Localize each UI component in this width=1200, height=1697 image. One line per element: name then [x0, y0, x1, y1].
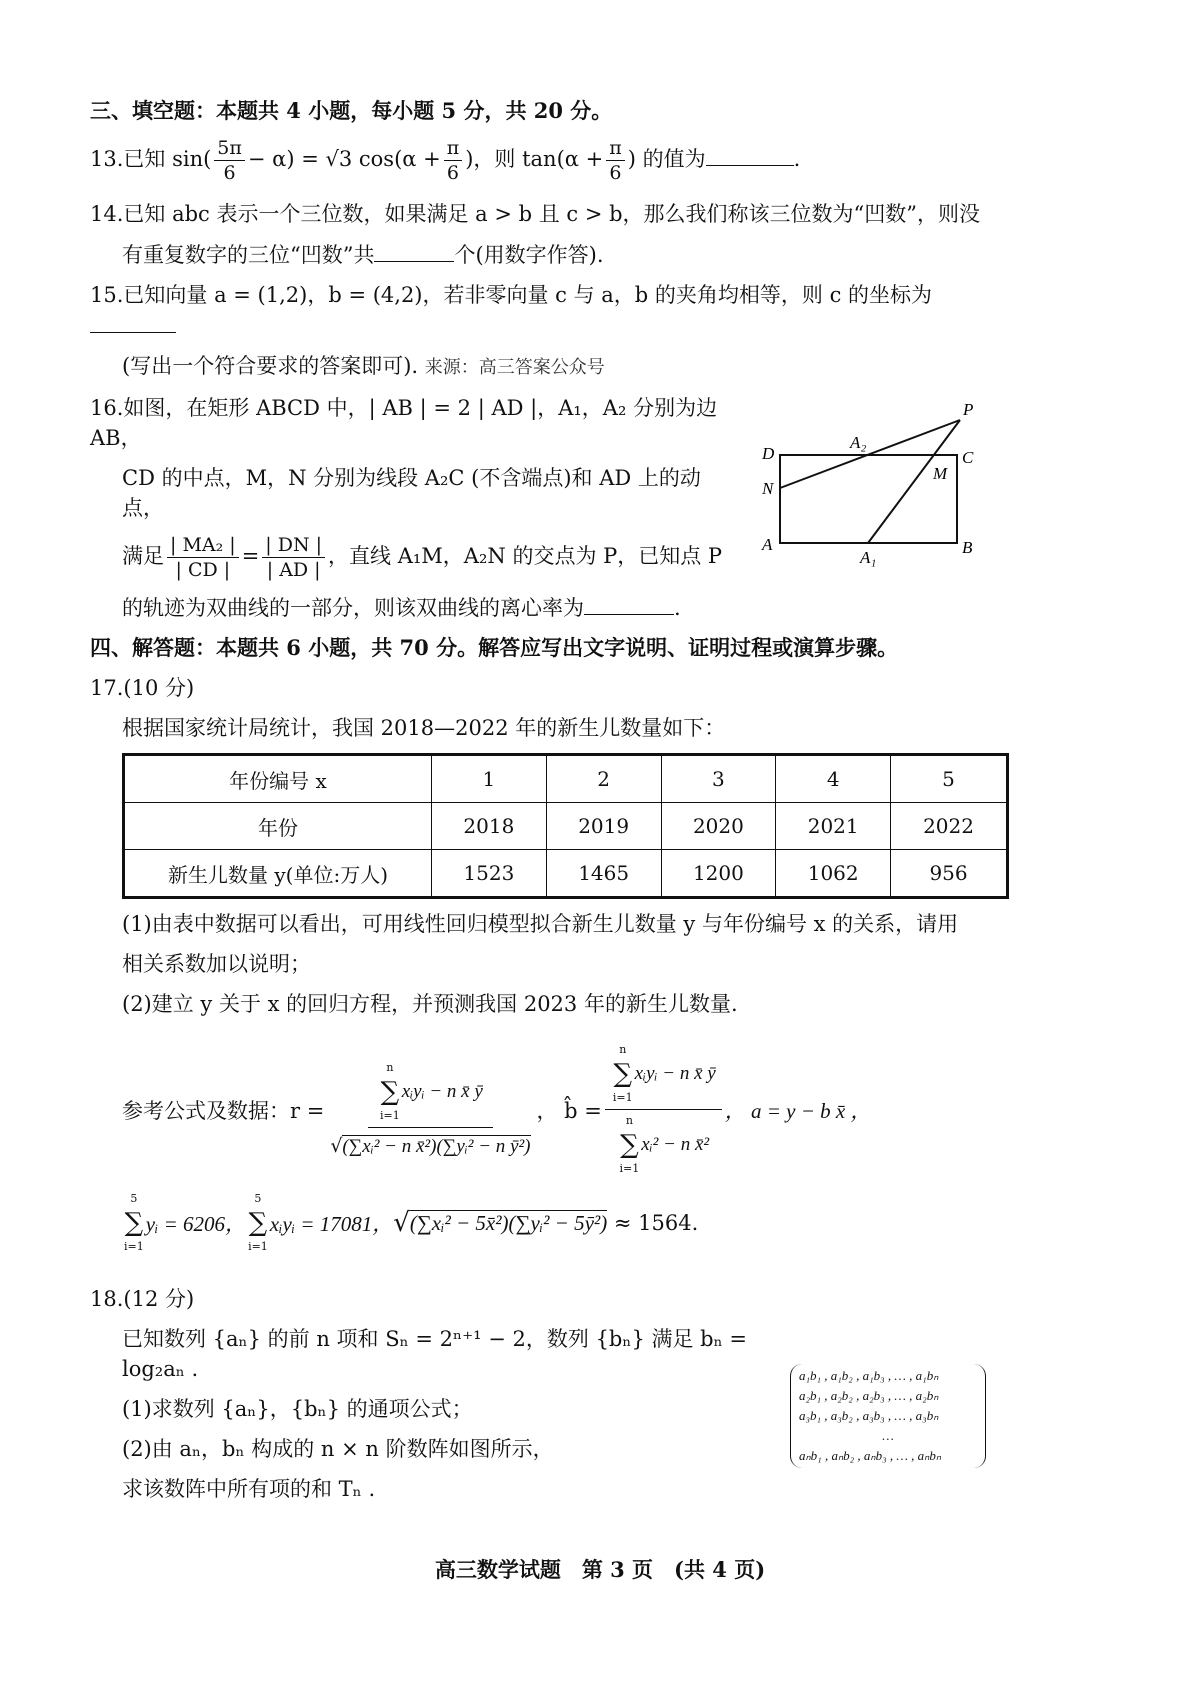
table-cell: 956 [891, 850, 1008, 898]
label-a: A [762, 535, 773, 554]
reference-formulas [122, 1043, 1010, 1176]
table-cell: 2018 [432, 803, 547, 850]
page-footer: 高三数学试题 第 3 页 (共 4 页) [434, 1557, 766, 1582]
question-18-part2: (2)由 aₙ，bₙ 构成的 n × n 阶数阵如图所示， [122, 1437, 554, 1461]
numerator: π [444, 136, 463, 161]
label-p: P [963, 400, 974, 419]
sum-symbol: n ∑ i=1 [619, 1114, 640, 1175]
births-table [122, 753, 1009, 899]
denominator: | AD | [266, 559, 321, 581]
label-d: D [762, 444, 775, 463]
number-matrix [790, 1364, 986, 1468]
denominator: 6 [609, 162, 622, 184]
fraction [606, 136, 625, 185]
numerator: 5π [214, 136, 245, 161]
sum-lower: i=1 [612, 1091, 633, 1104]
table-cell: 新生儿数量 y(单位:万人) [124, 850, 432, 898]
q15-text: (写出一个符合要求的答案即可). [122, 354, 419, 378]
fraction [167, 533, 239, 582]
q16-text: . [674, 596, 681, 620]
sum-symbol: n ∑ i=1 [612, 1043, 633, 1104]
question-16-line1: 16.如图，在矩形 ABCD 中，| AB | = 2 | AD |，A₁，A₂ 分别为边 AB， [90, 396, 718, 450]
table-cell: 2021 [776, 803, 891, 850]
table-cell: 2020 [661, 803, 776, 850]
sum-lower: i=1 [124, 1240, 144, 1253]
r-numerator: xᵢyᵢ − n x̄ ȳ [401, 1080, 483, 1102]
question-16 [90, 393, 1010, 633]
q14-text: 有重复数字的三位“凹数”共 [122, 243, 375, 267]
sqrt-value: ≈ 1564. [613, 1211, 699, 1235]
r-formula: n ∑ i=1 xᵢyᵢ − n x̄ ȳ √(∑xᵢ² − n x̄²)(∑yᵢ² − n ȳ²) [330, 1060, 531, 1157]
denominator: 6 [223, 162, 236, 184]
matrix-row: a₂b₁ , a₂b₂ , a₂b₃ , … , a₂bₙ [799, 1388, 939, 1403]
answer-blank[interactable] [584, 592, 674, 615]
reference-data: 5 ∑ i=1 yᵢ = 6206， 5 ∑ i=1 xᵢyᵢ = 17081， √ (∑xᵢ² − 5x̄²)(∑yᵢ² − 5ȳ²) ≈ 1564. [124, 1192, 699, 1253]
fraction [214, 136, 245, 185]
q16-text: 满足 [122, 544, 164, 568]
q14-text: 个(用数字作答). [454, 243, 604, 267]
question-18-text [90, 1324, 770, 1514]
q13-text: ) 的值为 [627, 147, 706, 171]
section-4-heading: 四、解答题：本题共 6 小题，共 70 分。解答应写出文字说明、证明过程或演算步骤。 [90, 635, 899, 660]
label-a1: A₁ [860, 548, 877, 567]
answer-blank[interactable] [90, 310, 176, 333]
question-15-line1 [90, 280, 1010, 341]
b-numerator: xᵢyᵢ − n x̄ ȳ [634, 1063, 716, 1084]
table-cell: 1465 [546, 850, 661, 898]
matrix-ellipsis: … [882, 1428, 894, 1443]
matrix-row: a₁b₁ , a₁b₂ , a₁b₃ , … , a₁bₙ [799, 1368, 939, 1383]
question-18-part1: (1)求数列 {aₙ}，{bₙ} 的通项公式； [122, 1397, 473, 1421]
fraction [444, 136, 463, 185]
denominator: 6 [446, 162, 460, 184]
table-cell: 2 [546, 755, 661, 803]
sum-lower: i=1 [248, 1240, 268, 1253]
numerator: | MA₂ | [167, 533, 239, 558]
question-15-line2 [90, 351, 1010, 383]
a-formula: ， a = y − b x̄ ， [724, 1098, 872, 1123]
q15-text: 15.已知向量 a = (1,2)，b = (4,2)，若非零向量 c 与 a，b 的夹角均相等，则 c 的坐标为 [90, 283, 933, 307]
label-n: N [762, 479, 774, 498]
q16-text: = [241, 544, 260, 568]
formula-label: 参考公式及数据：r = [122, 1098, 325, 1123]
question-17-intro: 根据国家统计局统计，我国 2018—2022 年的新生儿数量如下： [122, 716, 726, 740]
sum-upper: 5 [130, 1192, 138, 1205]
question-17-part1-line1: (1)由表中数据可以看出，可用线性回归模型拟合新生儿数量 y 与年份编号 x 的关系，请用 [122, 912, 959, 936]
table-cell: 年份编号 x [124, 755, 432, 803]
rectangle-abcd [780, 455, 957, 543]
table-cell: 年份 [124, 803, 432, 850]
b-denominator: xᵢ² − n x̄² [641, 1134, 710, 1155]
denominator: | CD | [175, 559, 231, 581]
sum-symbol: 5 ∑ i=1 [248, 1192, 268, 1253]
question-16-line3 [90, 533, 730, 582]
question-18-line1: 已知数列 {aₙ} 的前 n 项和 Sₙ = 2ⁿ⁺¹ − 2，数列 {bₙ} 满足 bₙ = log₂aₙ . [122, 1327, 747, 1381]
q13-text: )，则 tan(α + [465, 147, 604, 171]
sum-y-value: yᵢ = 6206， [145, 1212, 247, 1236]
table-cell: 1 [432, 755, 547, 803]
question-17-part1-line2: 相关系数加以说明； [122, 952, 311, 976]
matrix-row: aₙb₁ , aₙb₂ , aₙb₃ , … , aₙbₙ [799, 1448, 942, 1463]
formula-label: ， b̂ = [536, 1098, 602, 1123]
q13-text: − α) = √3 cos(α + [247, 147, 441, 171]
table-cell: 2022 [891, 803, 1008, 850]
sum-lower: i=1 [619, 1162, 640, 1175]
question-17-heading: 17.(10 分) [90, 676, 195, 700]
table-row [124, 755, 1008, 803]
numerator: | DN | [262, 533, 325, 558]
table-row [124, 850, 1008, 898]
question-16-line2: CD 的中点，M，N 分别为线段 A₂C (不含端点)和 AD 上的动点， [122, 466, 701, 520]
table-cell: 3 [661, 755, 776, 803]
label-a2: A₂ [850, 433, 867, 452]
sum-symbol: n ∑ i=1 [380, 1060, 400, 1122]
question-18-heading: 18.(12 分) [90, 1287, 195, 1311]
question-16-line4 [90, 592, 730, 623]
question-16-text [90, 393, 730, 633]
numerator: π [606, 136, 625, 161]
sqrt-expression: (∑xᵢ² − 5x̄²)(∑yᵢ² − 5ȳ²) [409, 1211, 608, 1235]
label-m: M [933, 464, 948, 483]
table-cell: 5 [891, 755, 1008, 803]
b-formula [605, 1043, 722, 1176]
question-18-part2-cont: 求该数阵中所有项的和 Tₙ . [122, 1477, 376, 1501]
matrix-row: a₃b₁ , a₃b₂ , a₃b₃ , … , a₃bₙ [799, 1408, 939, 1423]
label-c: C [962, 448, 974, 467]
sum-upper: n [386, 1060, 394, 1074]
fraction [262, 533, 325, 582]
section-3-heading: 三、填空题：本题共 4 小题，每小题 5 分，共 20 分。 [90, 98, 613, 123]
question-17-part2: (2)建立 y 关于 x 的回归方程，并预测我国 2023 年的新生儿数量. [122, 992, 738, 1016]
q16-text: ，直线 A₁M，A₂N 的交点为 P，已知点 P [328, 544, 723, 568]
sum-symbol: 5 ∑ i=1 [124, 1192, 144, 1253]
table-cell: 2019 [546, 803, 661, 850]
question-13 [90, 136, 1010, 185]
table-row [124, 803, 1008, 850]
question-18 [90, 1324, 1010, 1514]
table-cell: 4 [776, 755, 891, 803]
q13-text: 13.已知 sin( [90, 147, 212, 171]
source-note: 来源：高三答案公众号 [424, 357, 605, 378]
table-cell: 1200 [661, 850, 776, 898]
q16-text: 的轨迹为双曲线的一部分，则该双曲线的离心率为 [122, 596, 584, 620]
sum-lower: i=1 [380, 1108, 400, 1122]
question-14-line2 [90, 239, 1010, 270]
answer-blank[interactable] [706, 143, 794, 166]
table-cell: 1062 [776, 850, 891, 898]
question-14-line1: 14.已知 abc 表示一个三位数，如果满足 a > b 且 c > b，那么我们称该三位数为“凹数”，则没 [90, 202, 981, 226]
rectangle-figure [750, 393, 990, 573]
sum-upper: n [619, 1043, 627, 1056]
answer-blank[interactable] [374, 239, 454, 262]
r-denominator: (∑xᵢ² − n x̄²)(∑yᵢ² − n ȳ²) [342, 1135, 531, 1157]
label-b: B [962, 538, 973, 557]
q13-text: . [793, 147, 801, 171]
sum-xy-value: xᵢyᵢ = 17081， [269, 1212, 394, 1236]
table-cell: 1523 [432, 850, 547, 898]
sum-upper: n [625, 1114, 633, 1127]
sum-upper: 5 [254, 1192, 262, 1205]
